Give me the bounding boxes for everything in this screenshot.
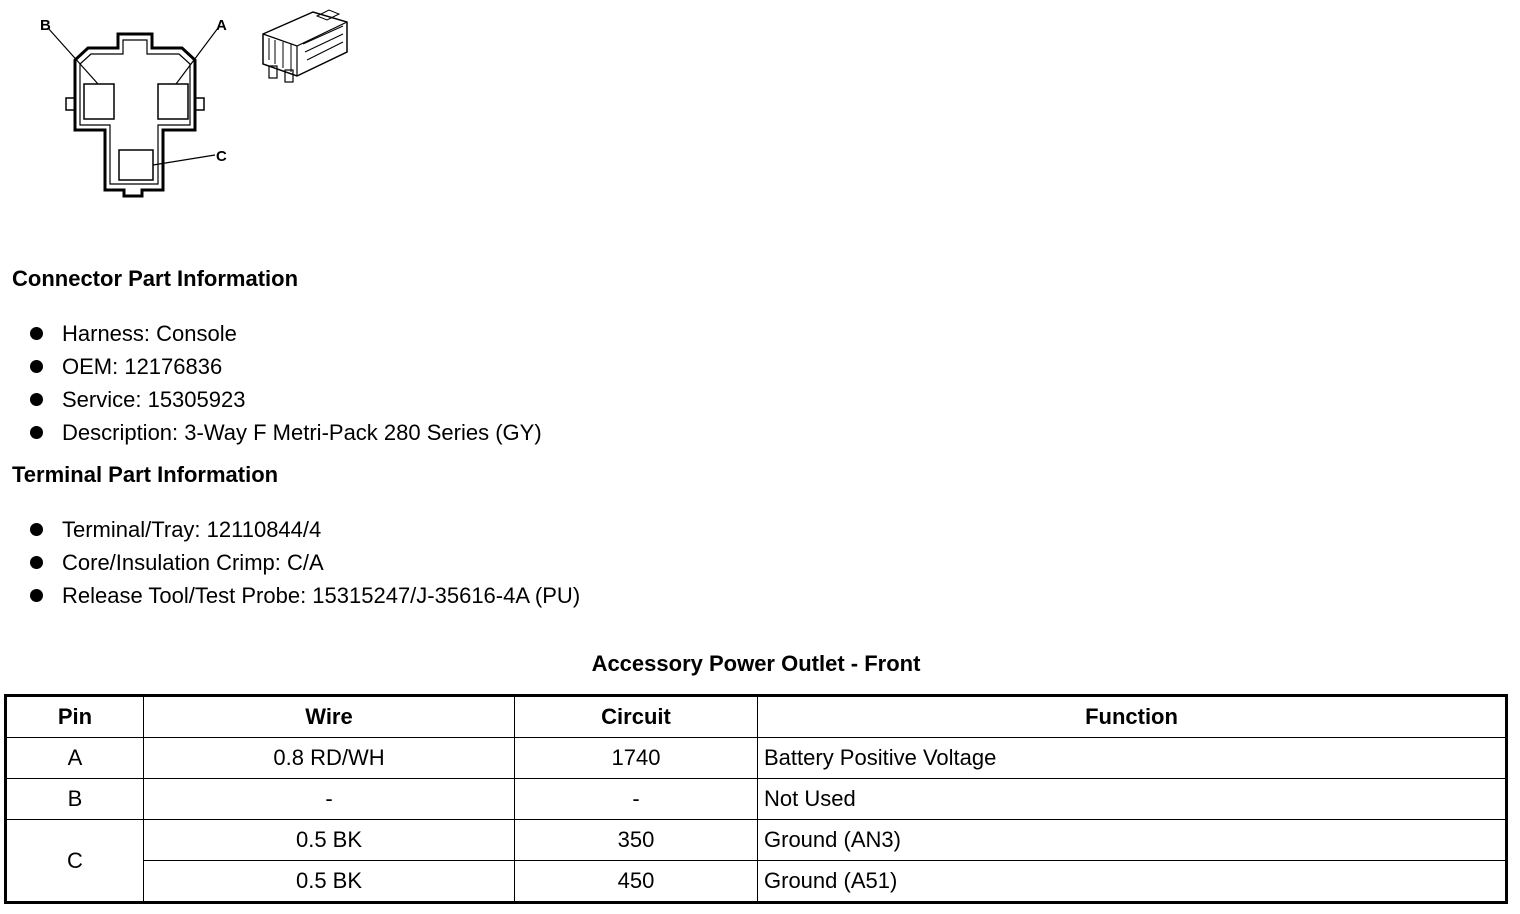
cell-pin: A xyxy=(6,738,144,779)
cell-circuit: 350 xyxy=(515,820,758,861)
list-item: OEM: 12176836 xyxy=(28,350,542,383)
cell-pin: B xyxy=(6,779,144,820)
cavity-c xyxy=(119,150,153,180)
connector-info-heading: Connector Part Information xyxy=(12,266,299,291)
bullet-icon xyxy=(30,556,43,569)
cell-function: Ground (AN3) xyxy=(758,820,1507,861)
pin-label-c: C xyxy=(216,148,227,165)
terminal-info-heading: Terminal Part Information xyxy=(12,462,279,487)
table-row xyxy=(6,861,1507,903)
cavity-a xyxy=(158,84,188,119)
cavity-b xyxy=(84,84,114,119)
table-row xyxy=(6,738,1507,779)
pin-label-a: A xyxy=(216,17,227,34)
header-circuit: Circuit xyxy=(515,696,758,738)
cell-circuit: 1740 xyxy=(515,738,758,779)
bullet-icon xyxy=(30,360,43,373)
header-pin: Pin xyxy=(6,696,144,738)
list-item: Service: 15305923 xyxy=(28,383,542,416)
cell-wire: 0.5 BK xyxy=(144,861,515,903)
cell-wire: 0.8 RD/WH xyxy=(144,738,515,779)
bullet-icon xyxy=(30,393,43,406)
cell-wire: - xyxy=(144,779,515,820)
list-item: Terminal/Tray: 12110844/4 xyxy=(28,513,580,546)
table-title: Accessory Power Outlet - Front xyxy=(591,651,921,676)
bullet-icon xyxy=(30,426,43,439)
list-item: Release Tool/Test Probe: 15315247/J-35616-4A (PU) xyxy=(28,579,580,612)
cell-function: Battery Positive Voltage xyxy=(758,738,1507,779)
cell-function: Ground (A51) xyxy=(758,861,1507,903)
cell-pin: C xyxy=(6,820,144,903)
bullet-icon xyxy=(30,523,43,536)
list-item: Core/Insulation Crimp: C/A xyxy=(28,546,580,579)
connector-info-list xyxy=(28,317,542,449)
pin-label-b: B xyxy=(40,17,51,34)
bullet-icon xyxy=(30,327,43,340)
table-row xyxy=(6,820,1507,861)
pinout-table xyxy=(4,694,1508,904)
table-row xyxy=(6,779,1507,820)
list-item: Harness: Console xyxy=(28,317,542,350)
header-wire: Wire xyxy=(144,696,515,738)
cell-circuit: 450 xyxy=(515,861,758,903)
header-function: Function xyxy=(758,696,1507,738)
terminal-info-list xyxy=(28,513,580,612)
cell-circuit: - xyxy=(515,779,758,820)
connector-face-diagram xyxy=(30,8,240,208)
list-item: Description: 3-Way F Metri-Pack 280 Series (GY) xyxy=(28,416,542,449)
cell-function: Not Used xyxy=(758,779,1507,820)
cell-wire: 0.5 BK xyxy=(144,820,515,861)
table-header-row xyxy=(6,696,1507,738)
connector-isometric-drawing xyxy=(255,4,355,94)
bullet-icon xyxy=(30,589,43,602)
